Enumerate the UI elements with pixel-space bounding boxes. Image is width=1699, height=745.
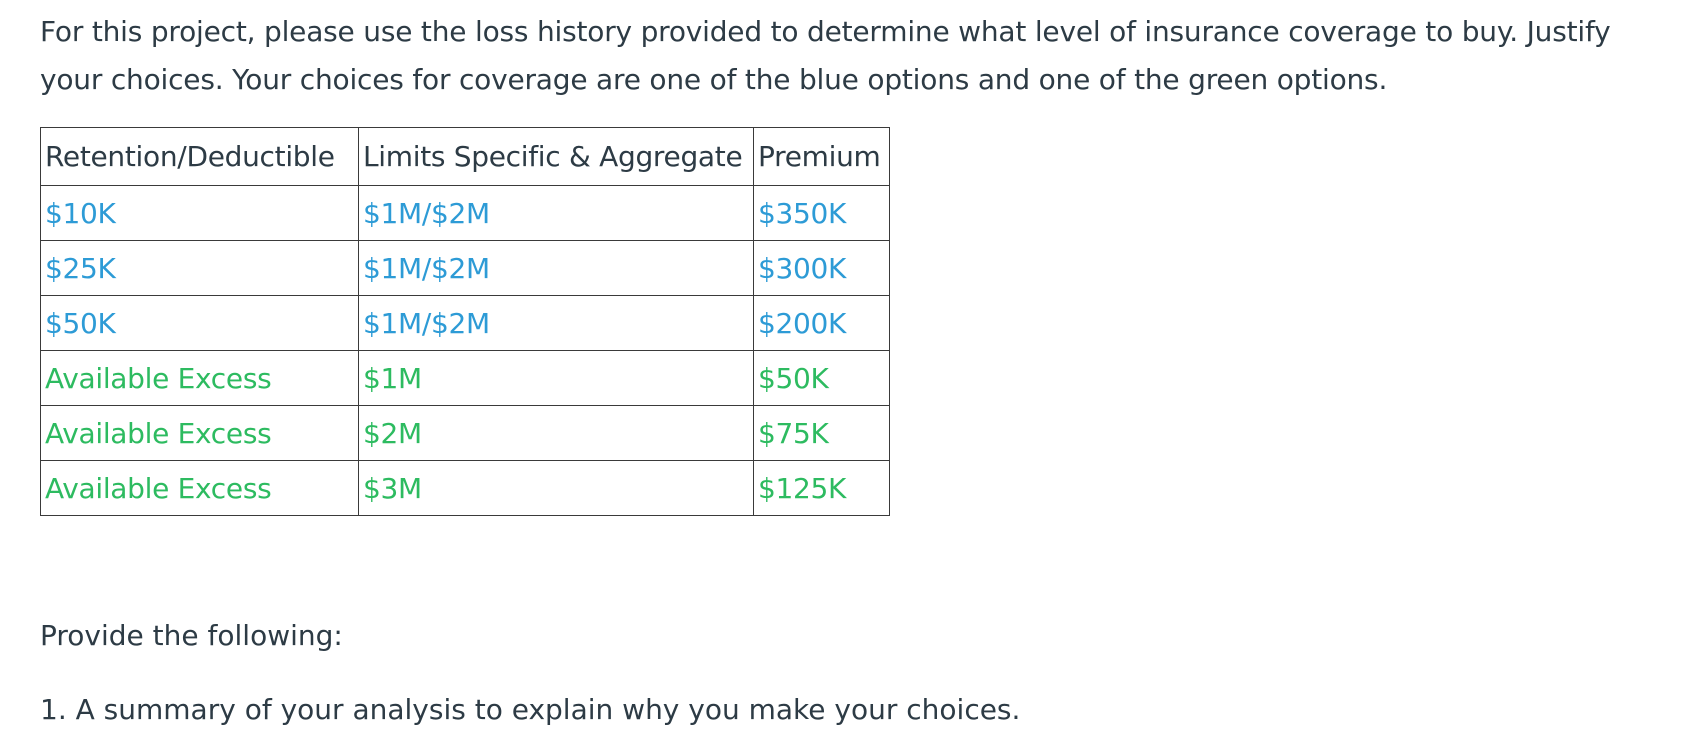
table-row bbox=[41, 351, 890, 406]
cell-limits: $1M/$2M bbox=[359, 296, 754, 351]
table-row bbox=[41, 296, 890, 351]
header-premium: Premium bbox=[754, 128, 890, 186]
cell-premium: $50K bbox=[754, 351, 890, 406]
cell-premium: $75K bbox=[754, 406, 890, 461]
cell-retention: $25K bbox=[41, 241, 359, 296]
deliverable-item-1: 1. A summary of your analysis to explain why you make your choices. bbox=[40, 693, 1021, 726]
cell-retention: Available Excess bbox=[41, 406, 359, 461]
coverage-options-table bbox=[40, 127, 890, 516]
table-row bbox=[41, 241, 890, 296]
table-row bbox=[41, 186, 890, 241]
cell-premium: $350K bbox=[754, 186, 890, 241]
instructions-line-1: For this project, please use the loss history provided to determine what level of insurance coverage to buy. Justify bbox=[40, 15, 1611, 48]
cell-retention: Available Excess bbox=[41, 461, 359, 516]
cell-limits: $1M/$2M bbox=[359, 241, 754, 296]
cell-premium: $200K bbox=[754, 296, 890, 351]
header-limits: Limits Specific & Aggregate bbox=[359, 128, 754, 186]
cell-premium: $300K bbox=[754, 241, 890, 296]
table-header-row bbox=[41, 128, 890, 186]
cell-limits: $1M/$2M bbox=[359, 186, 754, 241]
cell-limits: $1M bbox=[359, 351, 754, 406]
provide-heading: Provide the following: bbox=[40, 619, 343, 652]
table-row bbox=[41, 406, 890, 461]
cell-limits: $3M bbox=[359, 461, 754, 516]
cell-premium: $125K bbox=[754, 461, 890, 516]
instructions-line-2: your choices. Your choices for coverage are one of the blue options and one of the green options. bbox=[40, 63, 1388, 96]
cell-retention: $50K bbox=[41, 296, 359, 351]
table-row bbox=[41, 461, 890, 516]
instructions-paragraph bbox=[40, 8, 1680, 104]
cell-retention: $10K bbox=[41, 186, 359, 241]
cell-limits: $2M bbox=[359, 406, 754, 461]
cell-retention: Available Excess bbox=[41, 351, 359, 406]
header-retention-deductible: Retention/Deductible bbox=[41, 128, 359, 186]
